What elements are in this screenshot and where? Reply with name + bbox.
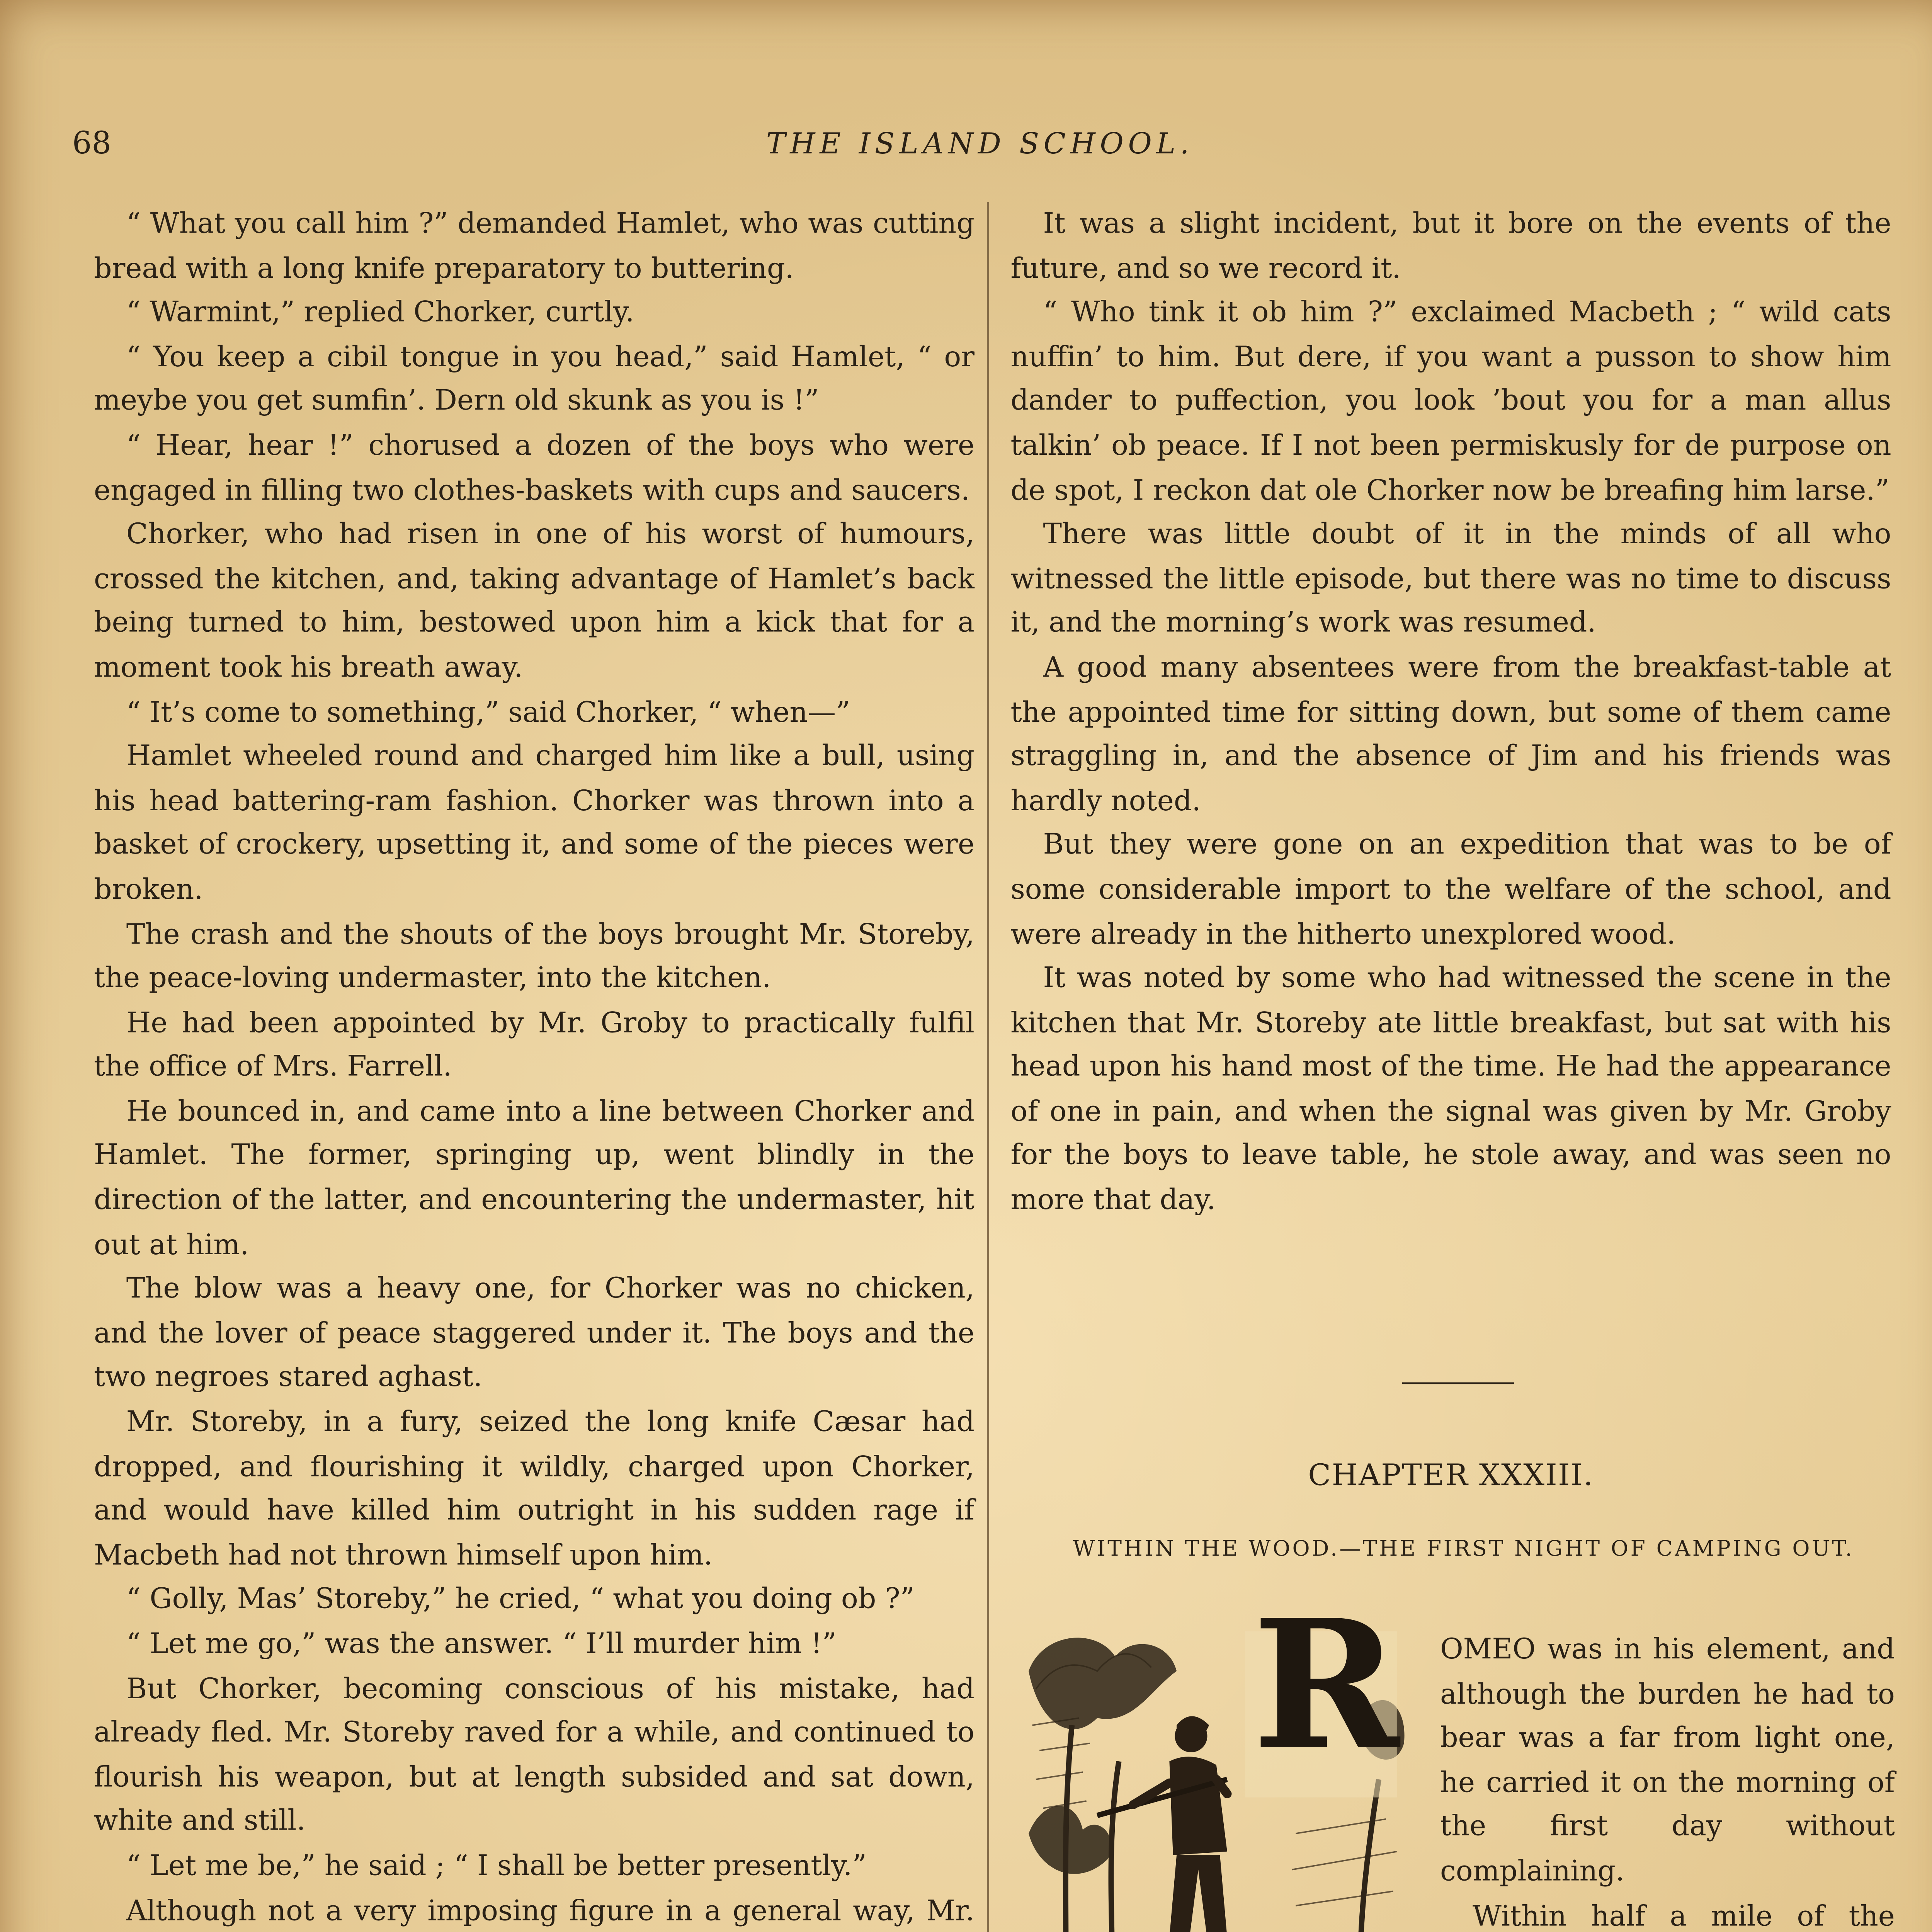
paragraph: It was noted by some who had witnessed the scene in the kitchen that Mr. Storeby ate little breakfast, but sat with his head upon his hand most of the time. He had the appearance of one in pain, and when the signal was given by Mr. Groby for the boys to leave table, he stole away, and was seen no more that day. bbox=[1010, 962, 1891, 1217]
paragraph: “ Hear, hear !” chorused a dozen of the boys who were engaged in filling two clothes-baskets with cups and saucers. bbox=[94, 429, 975, 507]
paragraph: But they were gone on an expedition that was to be of some considerable import to the welfare of the school, and were already in the hitherto unexplored wood. bbox=[1010, 829, 1891, 950]
paragraph: Within half a mile of the bbox=[1473, 1899, 1895, 1932]
paragraph: But Chorker, becoming conscious of his mistake, had already fled. Mr. Storeby raved for a while, and continued to flourish his weapon, but at length subsided and sat down, white and still. bbox=[94, 1672, 975, 1838]
paragraph: Hamlet wheeled round and charged him like a bull, using his head battering-ram fashion. Chorker was thrown into a basket of crockery, upsetting it, and some of the pieces were broken. bbox=[94, 740, 975, 906]
paragraph: It was a slight incident, but it bore on the events of the future, and so we record it. bbox=[1010, 207, 1891, 285]
paragraph: The blow was a heavy one, for Chorker was no chicken, and the lover of peace staggered under it. The boys and the two negroes stared aghast. bbox=[94, 1272, 975, 1394]
column-divider bbox=[987, 202, 989, 1932]
paragraph: “ It’s come to something,” said Chorker, “ when—” bbox=[126, 696, 850, 728]
paragraph: Although not a very imposing figure in a general way, Mr. bbox=[126, 1894, 975, 1927]
chapter-subtitle: WITHIN THE WOOD.—THE FIRST NIGHT OF CAMPING OUT. bbox=[1073, 1536, 1854, 1561]
page-number: 68 bbox=[72, 126, 111, 163]
left-column bbox=[94, 202, 975, 1932]
section-rule bbox=[1402, 1382, 1514, 1384]
chapter-title: CHAPTER XXXIII. bbox=[1308, 1458, 1594, 1493]
paragraph: “ What you call him ?” demanded Hamlet, who was cutting bread with a long knife preparatory to buttering. bbox=[94, 207, 975, 285]
paragraph: “ Who tink it ob him ?” exclaimed Macbeth ; “ wild cats nuffin’ to him. But dere, if you want a pusson to show him dander to puffection, you look ’bout you for a man allus talkin’ ob peace. If I not been permiskusly for de purpose on de spot, I reckon dat ole Chorker now be breafing him larse.” bbox=[1010, 296, 1891, 507]
chapter-opening-wrapped bbox=[1440, 1628, 1895, 1932]
paragraph: “ Let me go,” was the answer. “ I’ll murder him !” bbox=[126, 1628, 837, 1660]
paragraph: “ Golly, Mas’ Storeby,” he cried, “ what you doing ob ?” bbox=[126, 1583, 915, 1616]
paragraph: He had been appointed by Mr. Groby to practically fulfil the office of Mrs. Farrell. bbox=[94, 1006, 975, 1083]
paragraph: Mr. Storeby, in a fury, seized the long knife Cæsar had dropped, and flourishing it wildly, charged upon Chorker, and would have killed him outright in his sudden rage if Macbeth had not thrown himself upon him. bbox=[94, 1406, 975, 1571]
paragraph: “ You keep a cibil tongue in you head,” said Hamlet, “ or meybe you get sumfin’. Dern old skunk as you is !” bbox=[94, 340, 975, 418]
running-title: THE ISLAND SCHOOL. bbox=[766, 126, 1194, 161]
paragraph: A good many absentees were from the breakfast-table at the appointed time for sitting down, but some of them came straggling in, and the absence of Jim and his friends was hardly noted. bbox=[1010, 651, 1891, 817]
paragraph: He bounced in, and came into a line between Chorker and Hamlet. The former, springing up, went blindly in the direction of the latter, and encountering the undermaster, hit out at him. bbox=[94, 1095, 975, 1261]
paragraph: The crash and the shouts of the boys brought Mr. Storeby, the peace-loving undermaster, into the kitchen. bbox=[94, 917, 975, 995]
right-column bbox=[1010, 202, 1891, 1223]
paragraph: OMEO was in his element, and although the burden he had to bear was a far from light one, he carried it on the morning of the first day without complaining. bbox=[1440, 1633, 1895, 1888]
paragraph: There was little doubt of it in the minds of all who witnessed the little episode, but there was no time to discuss it, and the morning’s work was resumed. bbox=[1010, 518, 1891, 639]
paragraph: “ Let me be,” he said ; “ I shall be better presently.” bbox=[126, 1849, 867, 1883]
drop-cap: R bbox=[1252, 1582, 1400, 1790]
paragraph: Chorker, who had risen in one of his worst of humours, crossed the kitchen, and, taking advantage of Hamlet’s back being turned to him, bestowed upon him a kick that for a moment took his breath away. bbox=[94, 518, 975, 684]
paragraph: “ Warmint,” replied Chorker, curtly. bbox=[126, 296, 634, 329]
